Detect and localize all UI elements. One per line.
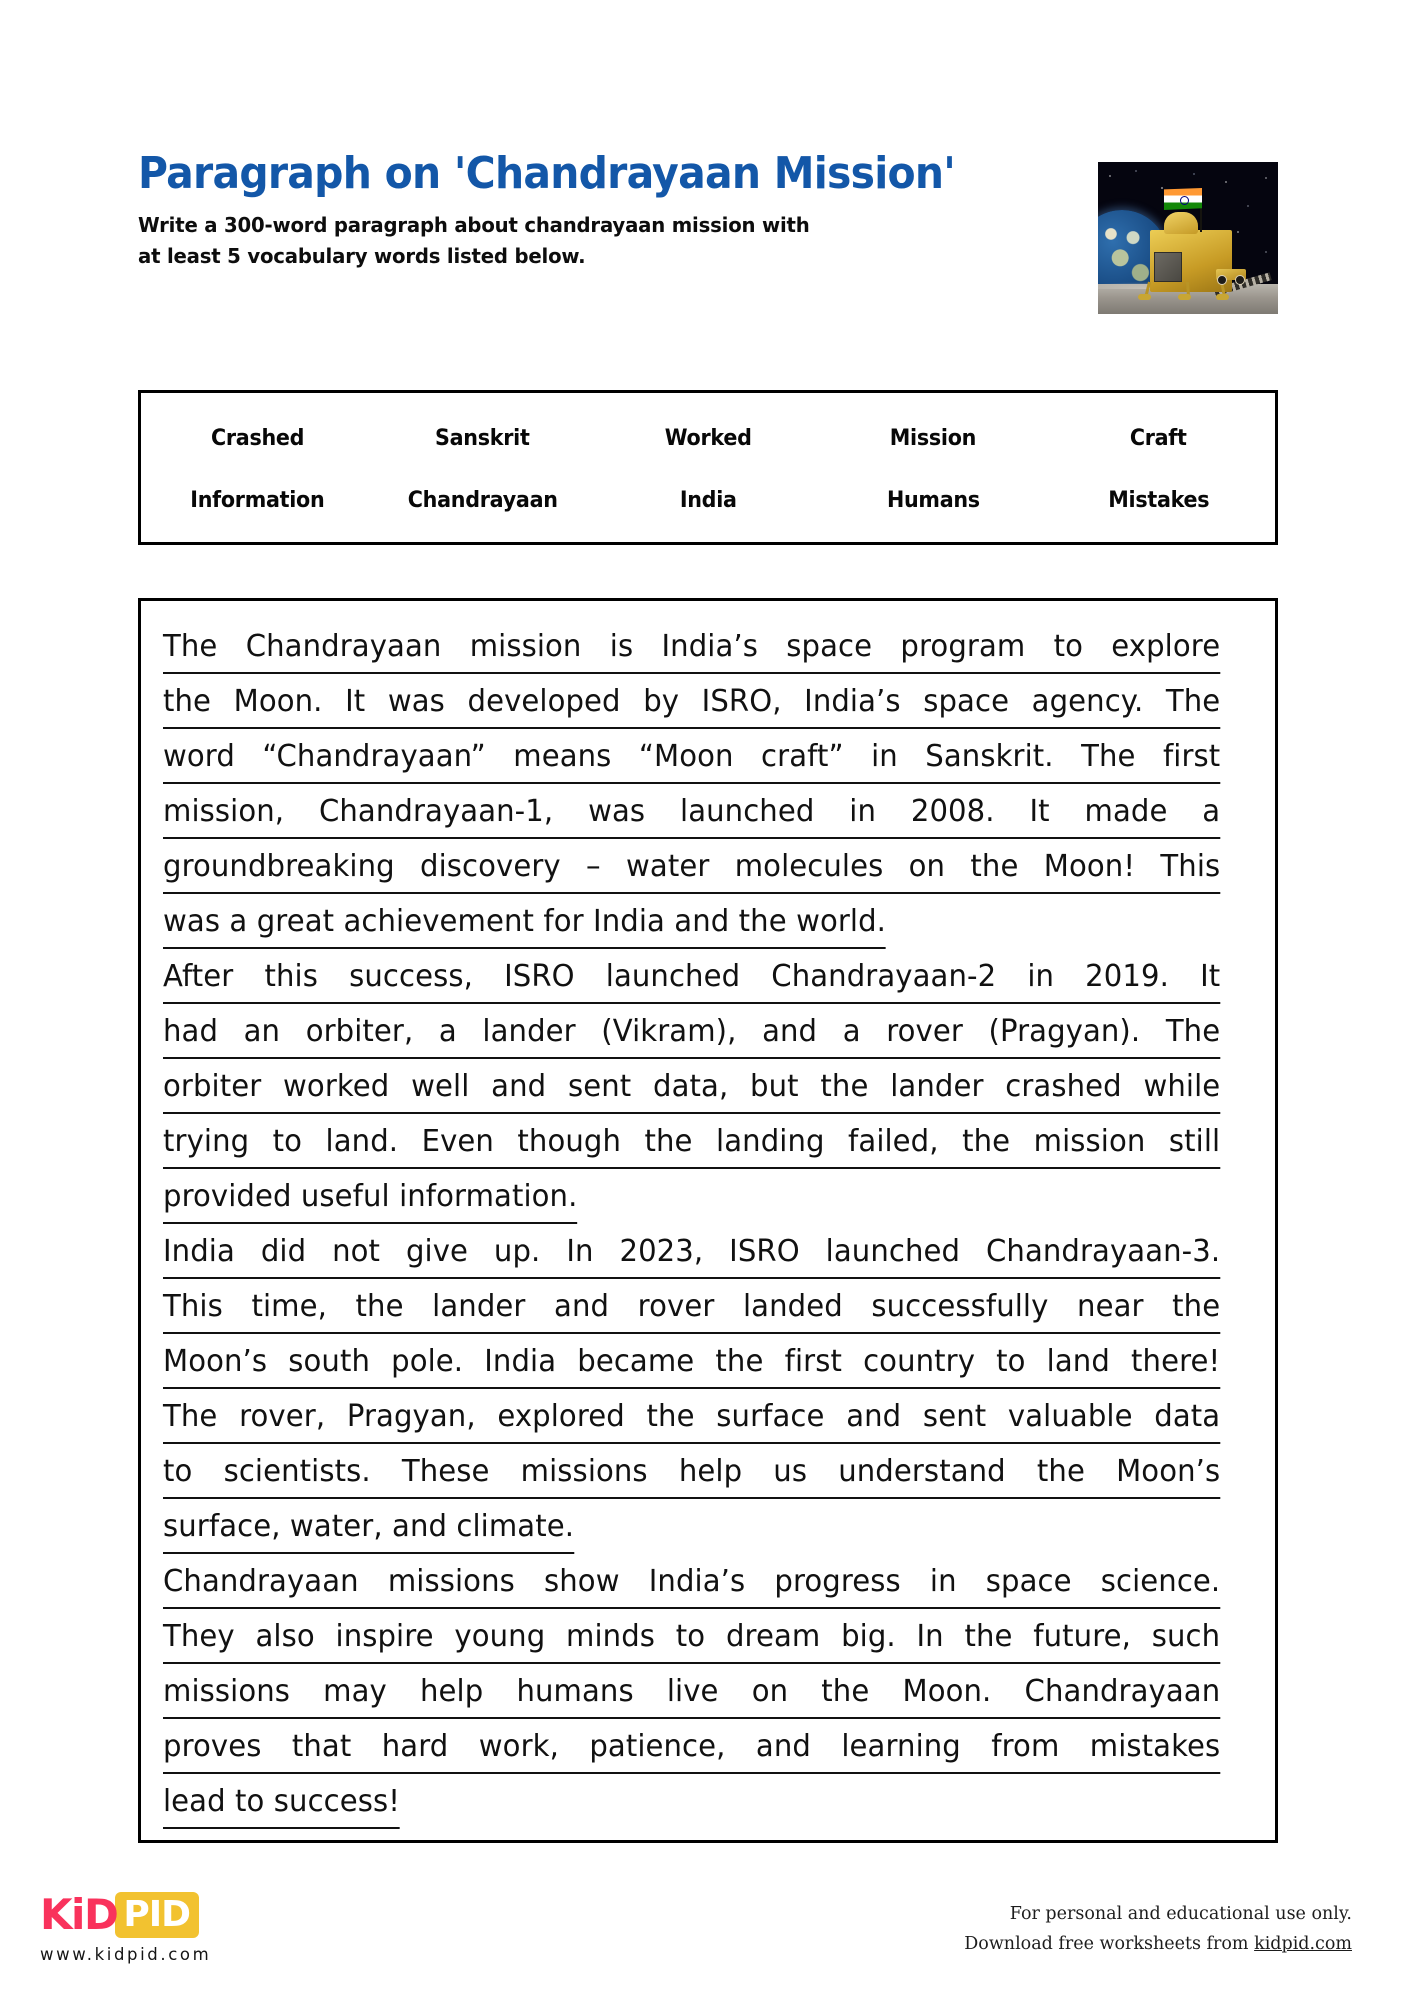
answer-line: lead to success! [163, 1774, 400, 1829]
answer-word: show [543, 1564, 620, 1599]
footer-note-line-1: For personal and educational use only. [1009, 1903, 1352, 1924]
answer-word: space [923, 684, 1010, 719]
chandrayaan-lander-image [1098, 162, 1278, 314]
answer-word: well [411, 1069, 470, 1104]
worksheet-instructions [138, 210, 935, 274]
answer-word: mistakes [1089, 1729, 1221, 1764]
answer-word: became [577, 1344, 695, 1379]
vocabulary-word: Mistakes [1107, 488, 1209, 514]
answer-line [163, 1389, 1220, 1444]
answer-word: orbiter [163, 1069, 262, 1104]
answer-word: help [678, 1454, 743, 1489]
answer-line-wrap [163, 1059, 1253, 1114]
answer-word: work, [478, 1729, 559, 1764]
answer-word: in [929, 1564, 957, 1599]
answer-word: science. [1100, 1564, 1221, 1599]
answer-word: the [970, 849, 1019, 884]
answer-word: such [1151, 1619, 1221, 1654]
answer-word: a [438, 1014, 457, 1049]
answer-word: and [491, 1069, 547, 1104]
answer-word: The [1081, 739, 1136, 774]
answer-line-wrap [163, 619, 1253, 674]
footer-note-line-2 [964, 1929, 1352, 1960]
answer-word: in [1027, 959, 1055, 994]
answer-word: south [288, 1344, 371, 1379]
answer-word: proves [163, 1729, 262, 1764]
answer-word: crashed [1005, 1069, 1122, 1104]
answer-line-wrap [163, 1114, 1253, 1169]
answer-word: failed, [848, 1124, 939, 1159]
answer-word: explore [1111, 629, 1221, 664]
answer-word: molecules [734, 849, 884, 884]
answer-word: rover, [239, 1399, 326, 1434]
answer-word: water [626, 849, 710, 884]
answer-word: landing [716, 1124, 825, 1159]
answer-word: India’s [648, 1564, 746, 1599]
answer-text [163, 619, 1253, 1829]
answer-word: us [773, 1454, 808, 1489]
answer-line-wrap [163, 1609, 1253, 1664]
vocabulary-word: India [679, 488, 737, 514]
answer-word: developed [467, 684, 621, 719]
answer-word: patience, [589, 1729, 726, 1764]
answer-word: success, [349, 959, 473, 994]
answer-word: learning [841, 1729, 961, 1764]
answer-word: was [588, 794, 646, 829]
answer-word: the [644, 1124, 693, 1159]
answer-word: near [1077, 1289, 1144, 1324]
answer-word: The [1165, 684, 1221, 719]
answer-line [163, 784, 1220, 839]
answer-line [163, 1609, 1220, 1664]
answer-word: (Vikram), [601, 1014, 737, 1049]
vocabulary-word: Mission [890, 425, 977, 451]
answer-word: sent [922, 1399, 987, 1434]
answer-word: Chandrayaan [1024, 1674, 1221, 1709]
answer-word: After [163, 959, 234, 994]
answer-word: successfully [871, 1289, 1049, 1324]
answer-word: an [243, 1014, 281, 1049]
answer-word: rover [886, 1014, 963, 1049]
answer-word: the [715, 1344, 764, 1379]
answer-word: the [821, 1674, 870, 1709]
answer-word: This [1160, 849, 1221, 884]
answer-word: the [646, 1399, 695, 1434]
vocabulary-grid [141, 393, 1275, 542]
answer-line [163, 619, 1220, 674]
answer-word: rover [637, 1289, 715, 1324]
vocabulary-word: Chandrayaan [407, 488, 558, 514]
answer-word: land [1046, 1344, 1110, 1379]
answer-word: to [163, 1454, 193, 1489]
answer-word: missions [387, 1564, 515, 1599]
answer-line-wrap [163, 1334, 1253, 1389]
answer-word: mission [469, 629, 582, 664]
answer-word: In [566, 1234, 594, 1269]
answer-line [163, 674, 1220, 729]
answer-paragraph [163, 949, 1253, 1224]
answer-word: missions [520, 1454, 648, 1489]
vocabulary-word: Craft [1129, 425, 1187, 451]
answer-word: live [666, 1674, 719, 1709]
answer-word: scientists. [223, 1454, 371, 1489]
answer-word: India’s [804, 684, 901, 719]
answer-word: mission, [163, 794, 285, 829]
answer-word: Chandrayaan-1, [318, 794, 554, 829]
answer-word: understand [838, 1454, 1006, 1489]
answer-word: and [755, 1729, 811, 1764]
lander-dome [1164, 212, 1198, 234]
answer-word: and [846, 1399, 902, 1434]
answer-word: Moon. [233, 684, 323, 719]
answer-word: help [420, 1674, 484, 1709]
answer-word: It [1029, 794, 1050, 829]
answer-word: worked [283, 1069, 390, 1104]
answer-line-wrap [163, 1444, 1253, 1499]
answer-paragraph [163, 619, 1253, 949]
answer-word: first [1162, 739, 1221, 774]
answer-word: a [842, 1014, 861, 1049]
answer-word: explored [497, 1399, 625, 1434]
answer-word: a [1202, 794, 1221, 829]
answer-word: to [272, 1124, 303, 1159]
answer-line [163, 1224, 1220, 1279]
answer-word: program [900, 629, 1026, 664]
answer-line [163, 1279, 1220, 1334]
vocabulary-word: Worked [664, 425, 752, 451]
answer-word: Chandrayaan-2 [771, 959, 997, 994]
answer-word: 2019. [1085, 959, 1169, 994]
answer-line [163, 1664, 1220, 1719]
answer-word: ISRO [504, 959, 575, 994]
answer-line-wrap [163, 1554, 1253, 1609]
answer-paragraph [163, 1554, 1253, 1829]
answer-word: missions [163, 1674, 291, 1709]
answer-word: may [323, 1674, 387, 1709]
answer-word: inspire [335, 1619, 434, 1654]
answer-word: It [1200, 959, 1221, 994]
lander-foot [1138, 294, 1151, 300]
answer-word: the [820, 1069, 869, 1104]
answer-word: orbiter, [305, 1014, 414, 1049]
answer-word: was [387, 684, 445, 719]
answer-word: still [1168, 1124, 1221, 1159]
answer-word: on [751, 1674, 789, 1709]
vocabulary-word: Crashed [210, 425, 305, 451]
answer-word: Chandrayaan-3. [985, 1234, 1221, 1269]
answer-word: give [405, 1234, 469, 1269]
answer-word: also [255, 1619, 315, 1654]
answer-word: and [762, 1014, 818, 1049]
answer-line-wrap [163, 674, 1253, 729]
answer-word: The [163, 1399, 218, 1434]
answer-word: sent [567, 1069, 632, 1104]
answer-line [163, 1334, 1220, 1389]
answer-word: Moon’s [163, 1344, 268, 1379]
answer-word: the [1036, 1454, 1085, 1489]
page-title: Paragraph on 'Chandrayaan Mission' [138, 148, 956, 199]
answer-word: up. [493, 1234, 541, 1269]
logo-mark [40, 1892, 240, 1938]
answer-word: craft” [761, 739, 844, 774]
answer-line-wrap [163, 729, 1253, 784]
answer-word: launched [680, 794, 815, 829]
answer-word: not [332, 1234, 381, 1269]
instruction-line-2: at least 5 vocabulary words listed below. [138, 244, 586, 269]
kidpid-link[interactable]: kidpid.com [1254, 1934, 1352, 1955]
answer-word: to [1053, 629, 1084, 664]
answer-word: in [849, 794, 876, 829]
answer-word: Chandrayaan [245, 629, 442, 664]
answer-line-wrap [163, 1499, 1253, 1554]
header-text-block [138, 150, 1018, 273]
answer-word: launched [605, 959, 741, 994]
answer-word: by [643, 684, 680, 719]
answer-line [163, 1719, 1220, 1774]
answer-word: 2008. [910, 794, 995, 829]
logo-pid-badge [115, 1892, 199, 1938]
answer-word: had [163, 1014, 219, 1049]
answer-word: the [355, 1289, 404, 1324]
page-footer [0, 1840, 1414, 2000]
answer-word: Even [421, 1124, 494, 1159]
answer-line-wrap [163, 894, 1253, 949]
answer-word: lander [432, 1289, 526, 1324]
answer-word: lander [482, 1014, 576, 1049]
answer-word: in [871, 739, 898, 774]
answer-word: and [554, 1289, 610, 1324]
answer-line-wrap [163, 1774, 1253, 1829]
logo-website-url: www.kidpid.com [40, 1945, 212, 1964]
answer-line: provided useful information. [163, 1169, 577, 1224]
vocabulary-word: Humans [886, 488, 980, 514]
answer-word: valuable [1007, 1399, 1133, 1434]
answer-word: “Moon [638, 739, 734, 774]
instruction-line-1: Write a 300-word paragraph about chandrayaan mission with [138, 212, 810, 237]
answer-word: Pragyan, [346, 1399, 476, 1434]
answer-word: India’s [661, 629, 759, 664]
answer-word: the [163, 684, 212, 719]
answer-word: This [163, 1289, 223, 1324]
answer-line-wrap [163, 1279, 1253, 1334]
answer-word: did [260, 1234, 307, 1269]
answer-word: though [517, 1124, 622, 1159]
answer-word: minds [566, 1619, 656, 1654]
answer-line-wrap [163, 1224, 1253, 1279]
answer-line [163, 1059, 1220, 1114]
answer-word: time, [251, 1289, 327, 1324]
answer-word: data [1154, 1399, 1221, 1434]
answer-line [163, 729, 1220, 784]
vocabulary-word: Information [190, 488, 325, 514]
answer-word: from [991, 1729, 1060, 1764]
footer-note-prefix: Download free worksheets from [964, 1934, 1255, 1955]
answer-word: They [163, 1619, 235, 1654]
answer-word: The [1165, 1014, 1221, 1049]
answer-word: space [985, 1564, 1072, 1599]
answer-word: big. [841, 1619, 896, 1654]
answer-word: progress [774, 1564, 901, 1599]
answer-word: It [345, 684, 366, 719]
answer-word: mission [1033, 1124, 1146, 1159]
answer-line [163, 839, 1220, 894]
answer-word: (Pragyan). [988, 1014, 1141, 1049]
answer-line: surface, water, and climate. [163, 1499, 574, 1554]
answer-word: that [291, 1729, 352, 1764]
answer-word: is [609, 629, 634, 664]
answer-word: dream [725, 1619, 821, 1654]
logo-kid-text: KiD [40, 1890, 118, 1939]
answer-word: hard [381, 1729, 449, 1764]
answer-word: discovery [420, 849, 561, 884]
answer-line [163, 949, 1220, 1004]
answer-word: Moon! [1043, 849, 1136, 884]
answer-line-wrap [163, 1004, 1253, 1059]
answer-word: 2023, [619, 1234, 704, 1269]
answer-line-wrap [163, 784, 1253, 839]
answer-word: Moon’s [1116, 1454, 1221, 1489]
solar-panel [1154, 252, 1182, 282]
answer-word: this [264, 959, 318, 994]
answer-word: to [996, 1344, 1026, 1379]
answer-line-wrap [163, 1389, 1253, 1444]
answer-line: was a great achievement for India and the world. [163, 894, 886, 949]
answer-paragraph [163, 1224, 1253, 1554]
answer-line-wrap [163, 949, 1253, 1004]
answer-line-wrap [163, 1664, 1253, 1719]
answer-line [163, 1114, 1220, 1169]
lander-foot [1178, 294, 1191, 300]
answer-word: “Chandrayaan” [262, 739, 486, 774]
answer-word: Sanskrit. [925, 739, 1054, 774]
india-flag-icon [1164, 188, 1202, 210]
answer-line-wrap [163, 1169, 1253, 1224]
answer-word: future, [1033, 1619, 1131, 1654]
answer-word: agency. [1031, 684, 1144, 719]
answer-word: lander [890, 1069, 984, 1104]
vocabulary-word: Sanskrit [435, 425, 531, 451]
answer-word: ISRO, [701, 684, 782, 719]
answer-line [163, 1444, 1220, 1499]
answer-writing-area[interactable] [138, 598, 1278, 1843]
answer-word: groundbreaking [163, 849, 395, 884]
pragyan-rover [1216, 269, 1246, 280]
answer-word: The [163, 629, 218, 664]
answer-word: made [1084, 794, 1168, 829]
answer-word: the [962, 1124, 1011, 1159]
answer-word: data, [653, 1069, 729, 1104]
answer-word: land. [325, 1124, 399, 1159]
answer-word: space [786, 629, 873, 664]
answer-word: pole. [391, 1344, 464, 1379]
answer-line [163, 1554, 1220, 1609]
answer-word: first [784, 1344, 842, 1379]
answer-line-wrap [163, 1719, 1253, 1774]
answer-word: ISRO [729, 1234, 800, 1269]
answer-word: – [586, 849, 601, 884]
lander-foot [1216, 294, 1229, 300]
answer-word: young [454, 1619, 546, 1654]
answer-word: humans [516, 1674, 634, 1709]
answer-word: word [163, 739, 235, 774]
answer-word: In [916, 1619, 944, 1654]
kidpid-logo[interactable] [40, 1892, 240, 1964]
answer-word: surface [716, 1399, 825, 1434]
answer-word: the [1172, 1289, 1221, 1324]
answer-word: but [750, 1069, 799, 1104]
answer-word: on [908, 849, 946, 884]
answer-word: launched [825, 1234, 961, 1269]
answer-word: landed [742, 1289, 843, 1324]
answer-line [163, 1004, 1220, 1059]
footer-usage-note [964, 1899, 1352, 1960]
logo-pid-text: PID [123, 1894, 190, 1935]
answer-word: the [964, 1619, 1013, 1654]
answer-word: Moon. [902, 1674, 992, 1709]
answer-word: to [675, 1619, 706, 1654]
answer-word: trying [163, 1124, 250, 1159]
worksheet-header [138, 150, 1278, 340]
answer-word: India [484, 1344, 557, 1379]
answer-word: means [513, 739, 612, 774]
answer-word: India [163, 1234, 235, 1269]
answer-word: there! [1131, 1344, 1221, 1379]
answer-word: while [1143, 1069, 1221, 1104]
answer-line-wrap [163, 839, 1253, 894]
answer-word: Chandrayaan [163, 1564, 359, 1599]
answer-word: country [863, 1344, 976, 1379]
vocabulary-word-bank [138, 390, 1278, 545]
answer-word: These [401, 1454, 490, 1489]
